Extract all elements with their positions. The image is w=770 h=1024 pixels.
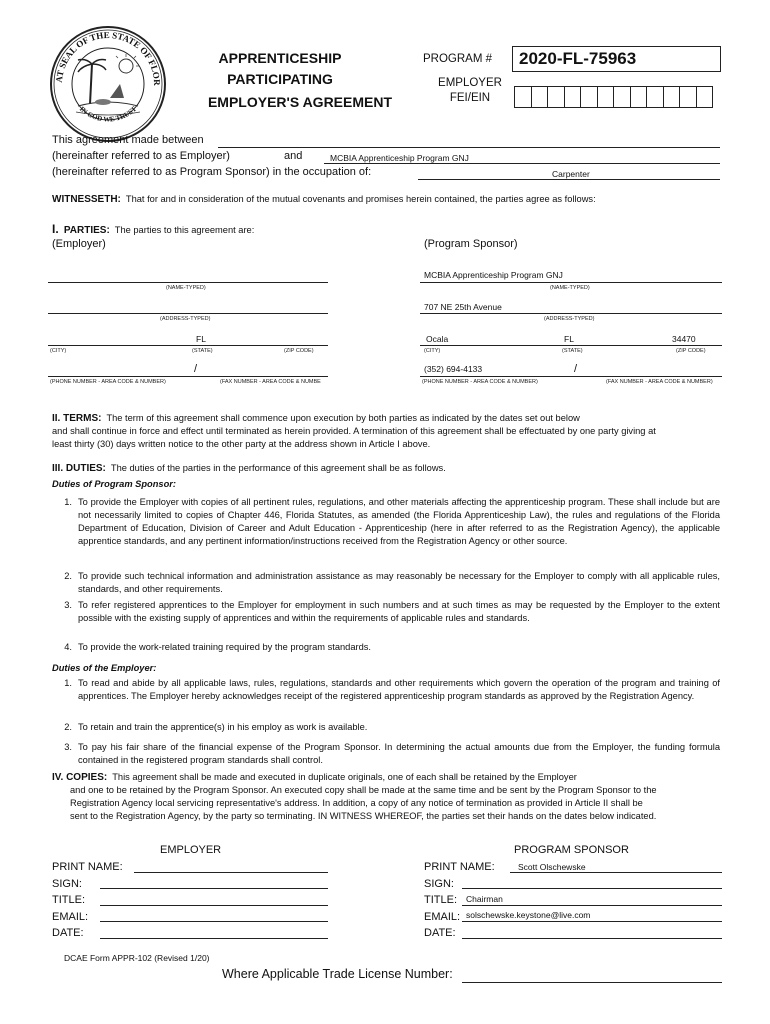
form-id: DCAE Form APPR-102 (Revised 1/20) bbox=[64, 953, 210, 963]
employer-name-line[interactable] bbox=[218, 147, 720, 148]
employer-signature-labels bbox=[52, 859, 123, 942]
employer-phone-fax-separator: / bbox=[194, 363, 198, 375]
sponsor-city-state-zip-field bbox=[420, 345, 722, 346]
sponsor-duty-text: To provide such technical information and administration assistance as may reasonably be necessary for the Employer to comply with all applicable rules, standards, and other requirements. bbox=[78, 571, 720, 594]
sponsor-print-name-field bbox=[510, 872, 722, 873]
terms-section bbox=[52, 412, 720, 451]
employer-duty-number: 2. bbox=[64, 722, 72, 732]
employer-date-label: DATE: bbox=[52, 927, 84, 939]
employer-fein-label bbox=[430, 76, 510, 106]
employer-address-caption: (ADDRESS-TYPED) bbox=[160, 316, 211, 322]
sponsor-duty-item bbox=[52, 570, 720, 596]
sponsor-signature-heading: PROGRAM SPONSOR bbox=[514, 844, 629, 856]
employer-duty-item bbox=[52, 741, 720, 767]
occupation-line bbox=[418, 179, 720, 180]
employer-email-field[interactable] bbox=[100, 921, 328, 922]
employer-title-label: TITLE: bbox=[52, 894, 86, 906]
sponsor-address-field bbox=[420, 313, 722, 314]
sponsor-sign-label: SIGN: bbox=[424, 877, 454, 890]
copies-text-2: and one to be retained by the Program Sponsor. An executed copy shall be made at the same time and be sent by the Program Sponsor to the bbox=[70, 785, 657, 795]
employer-duty-item bbox=[52, 721, 720, 734]
employer-title-field[interactable] bbox=[100, 905, 328, 906]
seal-bottom-text: IN GOD WE TRUST bbox=[77, 104, 139, 124]
sponsor-title-value[interactable]: Chairman bbox=[466, 894, 503, 904]
employer-city-state-zip-field[interactable] bbox=[48, 345, 328, 346]
occupation-value[interactable]: Carpenter bbox=[552, 169, 590, 179]
sponsor-duty-number: 2. bbox=[64, 571, 72, 581]
employer-fein-label-1: EMPLOYER bbox=[438, 77, 502, 89]
sponsor-duty-text: To refer registered apprentices to the Employer for employment in such numbers and at such times as may be requested by the Employer to the extent possible with the existing supply of apprentices and within the requirements of applicable rules and standards. bbox=[78, 600, 720, 623]
employer-fax-caption: (FAX NUMBER - AREA CODE & NUMBE bbox=[220, 379, 321, 385]
sponsor-email-value[interactable]: solschewske.keystone@live.com bbox=[466, 910, 591, 920]
witnesseth-text: That for and in consideration of the mutual covenants and promises herein contained, the parties agree as follows: bbox=[125, 194, 596, 204]
employer-print-name-field[interactable] bbox=[134, 872, 328, 873]
witnesseth-label: WITNESSETH: bbox=[52, 194, 121, 205]
sponsor-print-name-value[interactable]: Scott Olschewske bbox=[518, 862, 586, 872]
employer-name-caption: (NAME-TYPED) bbox=[166, 285, 206, 291]
intro-line-2b: and bbox=[284, 150, 303, 162]
sponsor-city-value[interactable]: Ocala bbox=[426, 334, 449, 344]
employer-zip-caption: (ZIP CODE) bbox=[284, 348, 314, 354]
sponsor-duties-heading: Duties of Program Sponsor: bbox=[52, 479, 176, 489]
sponsor-duty-item bbox=[52, 599, 720, 625]
sponsor-zip-caption: (ZIP CODE) bbox=[676, 348, 706, 354]
sponsor-date-field[interactable] bbox=[462, 938, 722, 939]
employer-city-caption: (CITY) bbox=[50, 348, 67, 354]
intro-line-3: (hereinafter referred to as Program Sponsor) in the occupation of: bbox=[52, 166, 372, 178]
employer-phone-caption: (PHONE NUMBER - AREA CODE & NUMBER) bbox=[50, 379, 166, 385]
terms-text-1: The term of this agreement shall commence upon execution by both parties as indicated by the dates set out below bbox=[106, 413, 580, 423]
employer-address-field[interactable] bbox=[48, 313, 328, 314]
employer-duty-number: 3. bbox=[64, 742, 72, 752]
copies-text-1: This agreement shall be made and executed in duplicate originals, one of each shall be retained by the Employer bbox=[112, 772, 577, 782]
sponsor-name-caption: (NAME-TYPED) bbox=[550, 285, 590, 291]
intro-line-1: This agreement made between bbox=[52, 134, 204, 146]
sponsor-phone-value[interactable]: (352) 694-4133 bbox=[424, 364, 483, 374]
sponsor-column-label: (Program Sponsor) bbox=[424, 238, 518, 250]
sponsor-phone-caption: (PHONE NUMBER - AREA CODE & NUMBER) bbox=[422, 379, 538, 385]
sponsor-name-typed[interactable]: MCBIA Apprenticeship Program GNJ bbox=[424, 270, 563, 280]
employer-duty-item bbox=[52, 677, 720, 716]
copies-heading: IV. COPIES: bbox=[52, 772, 108, 783]
svg-text:IN GOD WE TRUST bbox=[78, 105, 139, 124]
title-line-2: PARTICIPATING bbox=[227, 71, 333, 87]
sponsor-title-field bbox=[462, 905, 722, 906]
employer-phone-fax-field[interactable] bbox=[48, 376, 328, 377]
employer-sign-field[interactable] bbox=[100, 888, 328, 889]
terms-text-3: least thirty (30) days written notice to the other party at the address shown in Article I above. bbox=[52, 439, 431, 449]
trade-license-label: Where Applicable Trade License Number: bbox=[222, 967, 453, 981]
sponsor-zip-value[interactable]: 34470 bbox=[672, 334, 696, 344]
intro-line-2a: (hereinafter referred to as Employer) bbox=[52, 150, 230, 162]
employer-print-name-label: PRINT NAME: bbox=[52, 861, 123, 873]
trade-license-field[interactable] bbox=[462, 982, 722, 983]
employer-state-caption: (STATE) bbox=[192, 348, 213, 354]
employer-date-field[interactable] bbox=[100, 938, 328, 939]
seal-top-text: AT SEAL OF THE STATE OF FLOR bbox=[53, 29, 163, 86]
program-number-label: PROGRAM # bbox=[423, 53, 493, 65]
copies-section bbox=[52, 771, 720, 823]
employer-duty-text: To retain and train the apprentice(s) in his employ as work is available. bbox=[78, 722, 368, 732]
form-title bbox=[180, 48, 420, 113]
sponsor-name-value[interactable]: MCBIA Apprenticeship Program GNJ bbox=[330, 153, 469, 163]
witnesseth bbox=[52, 194, 596, 205]
employer-email-label: EMAIL: bbox=[52, 910, 89, 923]
sponsor-duty-number: 4. bbox=[64, 642, 72, 652]
terms-heading: II. TERMS: bbox=[52, 413, 102, 424]
sponsor-duty-number: 3. bbox=[64, 600, 72, 610]
sponsor-duty-text: To provide the work-related training required by the program standards. bbox=[78, 642, 372, 652]
sponsor-duty-item bbox=[52, 496, 720, 562]
parties-heading-num: I. bbox=[52, 222, 59, 236]
employer-column-label: (Employer) bbox=[52, 238, 106, 250]
employer-sign-label: SIGN: bbox=[52, 877, 82, 890]
sponsor-phone-fax-separator: / bbox=[574, 363, 578, 375]
sponsor-email-label: EMAIL: bbox=[424, 910, 461, 923]
duties-heading-row bbox=[52, 463, 446, 474]
employer-signature-heading: EMPLOYER bbox=[160, 844, 222, 856]
employer-name-field[interactable] bbox=[48, 282, 328, 283]
parties-heading bbox=[52, 222, 254, 236]
sponsor-email-field bbox=[462, 921, 722, 922]
duties-heading: III. DUTIES: bbox=[52, 463, 106, 474]
sponsor-city-caption: (CITY) bbox=[424, 348, 441, 354]
parties-heading-label: PARTIES: bbox=[63, 225, 110, 236]
sponsor-duty-number: 1. bbox=[64, 497, 72, 507]
program-number-value: 2020-FL-75963 bbox=[519, 49, 637, 68]
employer-duty-text: To pay his fair share of the financial expense of the Program Sponsor. In determining the actual amounts due from the Employer, the funding formula contained in the registered program standards shall control. bbox=[78, 742, 720, 765]
sponsor-name-line bbox=[324, 163, 720, 164]
duties-intro: The duties of the parties in the performance of this agreement shall be as follows. bbox=[110, 463, 446, 473]
employer-duty-number: 1. bbox=[64, 678, 72, 688]
sponsor-phone-fax-field bbox=[420, 376, 722, 377]
terms-text-2: and shall continue in force and effect until terminated as herein provided. A termination of this agreement shall be effectuated by one party giving at bbox=[52, 426, 656, 436]
sponsor-duty-text: To provide the Employer with copies of all pertinent rules, regulations, and other materials affecting the apprenticeship program. These shall include but are not necessarily limited to copies of Chapter 446, Florida Statutes, as amended (the Florida Apprenticeship Law), the rules and regulations of the Florida Department of Education, Division of Career and Adult Education - Apprenticeship (here in after referred to as the Registration Agency), the applicable apprentice standards, and any pertinent information/instructions received from the Registration Agency or other source. bbox=[78, 497, 720, 546]
sponsor-state-caption: (STATE) bbox=[562, 348, 583, 354]
sponsor-name-field bbox=[420, 282, 722, 283]
copies-text-3: Registration Agency local servicing representative's address. In addition, a copy of any notice of termination as provided in Article II shall be bbox=[70, 798, 643, 808]
parties-intro: The parties to this agreement are: bbox=[114, 225, 255, 235]
title-line-3: EMPLOYER'S AGREEMENT bbox=[207, 94, 393, 110]
sponsor-address-caption: (ADDRESS-TYPED) bbox=[544, 316, 595, 322]
program-number-field[interactable] bbox=[512, 46, 721, 72]
sponsor-address-typed[interactable]: 707 NE 25th Avenue bbox=[424, 302, 502, 312]
sponsor-state-value[interactable]: FL bbox=[564, 334, 574, 344]
sponsor-print-name-label: PRINT NAME: bbox=[424, 861, 495, 873]
copies-text-4: sent to the Registration Agency, by the party so terminating. IN WITNESS WHEREOF, the parties set their hands on the dates below indicated. bbox=[70, 811, 657, 821]
sponsor-duty-item bbox=[52, 641, 720, 654]
sponsor-fax-caption: (FAX NUMBER - AREA CODE & NUMBER) bbox=[606, 379, 713, 385]
employer-state-value[interactable]: FL bbox=[196, 334, 206, 344]
sponsor-date-label: DATE: bbox=[424, 927, 456, 939]
sponsor-title-label: TITLE: bbox=[424, 894, 458, 906]
title-line-1: APPRENTICESHIP bbox=[218, 50, 342, 66]
employer-duties-heading: Duties of the Employer: bbox=[52, 663, 157, 673]
sponsor-sign-field[interactable] bbox=[462, 888, 722, 889]
employer-fein-boxes[interactable] bbox=[514, 86, 713, 108]
employer-duty-text: To read and abide by all applicable laws, rules, regulations, standards and other requirements which govern the operation of the program and training of apprentices. The Employer hereby acknowledges receipt of the registered apprenticeship program standards as approved by the Registration Agency. bbox=[78, 678, 720, 701]
employer-fein-label-2: FEI/EIN bbox=[449, 92, 491, 104]
